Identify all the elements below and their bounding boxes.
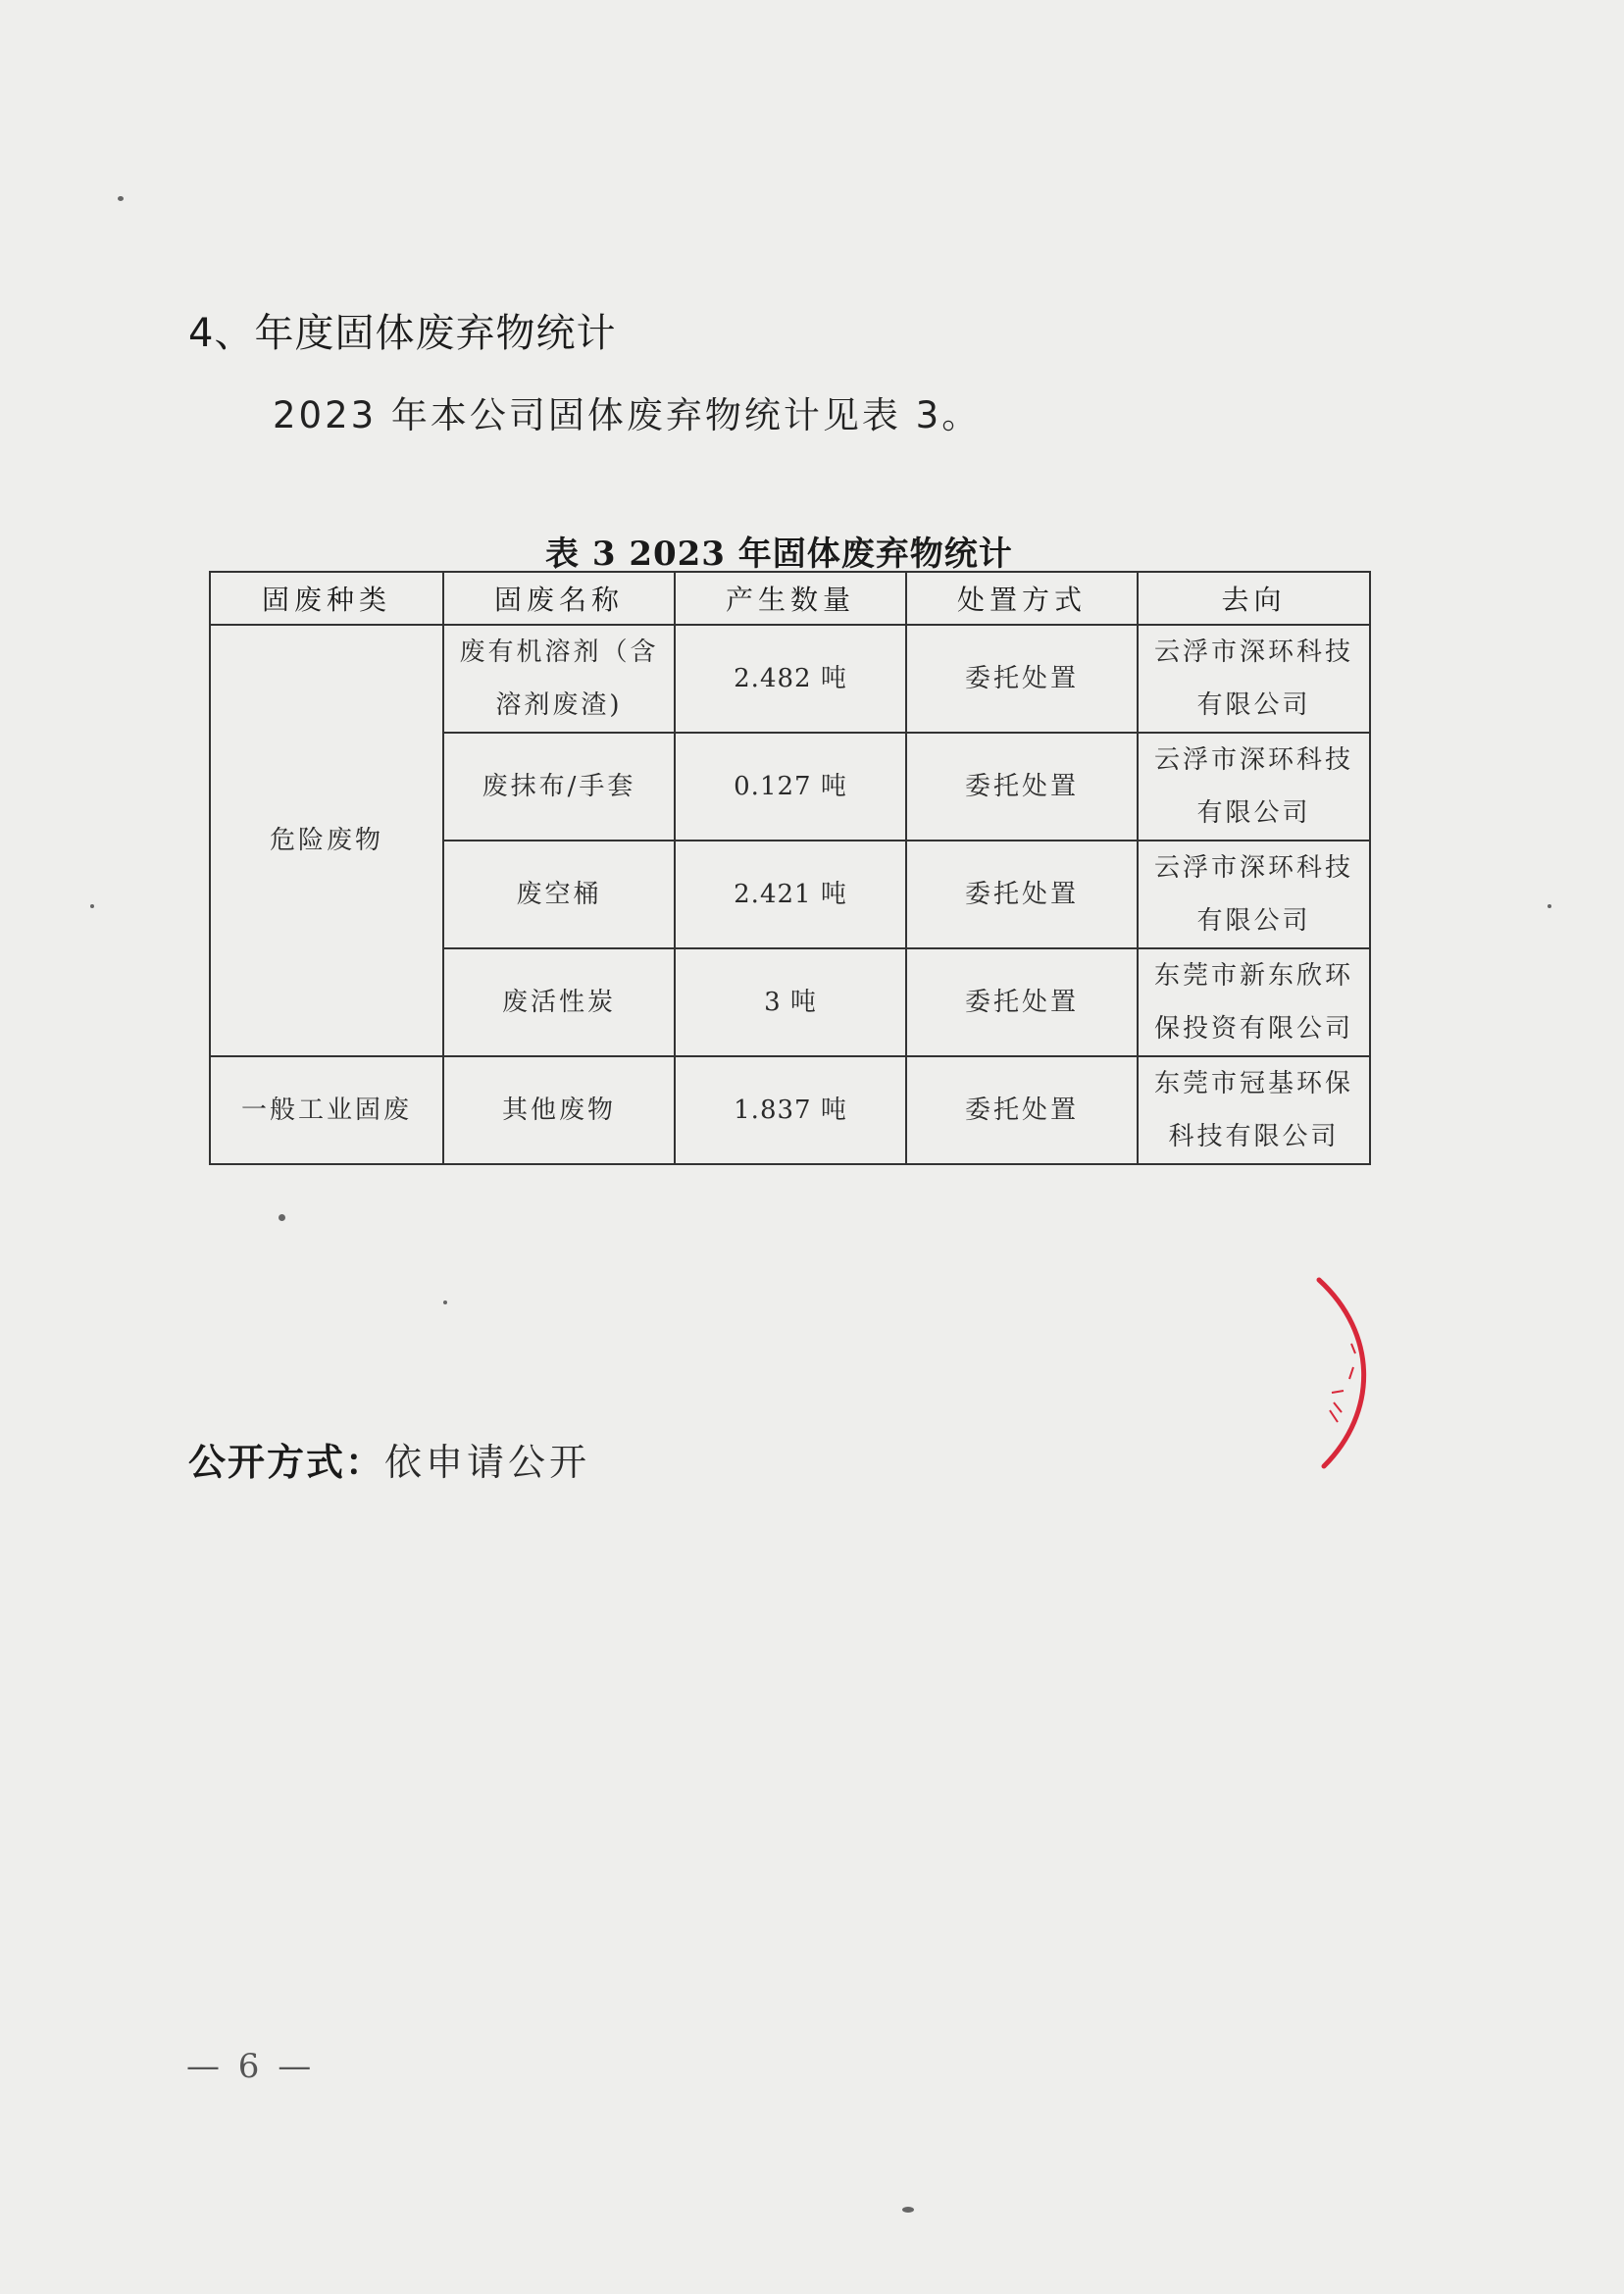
category-cell: 一般工业固废 xyxy=(210,1056,443,1164)
table-caption: 表 3 2023 年固体废弃物统计 xyxy=(545,535,1013,574)
scan-speck xyxy=(902,2207,914,2213)
waste-name-cell: 废有机溶剂（含溶剂废渣) xyxy=(443,625,675,733)
scan-speck xyxy=(118,196,124,201)
table-header-row xyxy=(210,572,1370,625)
scan-speck xyxy=(279,1214,285,1221)
intro-paragraph: 2023 年本公司固体废弃物统计见表 3。 xyxy=(273,394,982,436)
waste-name-cell: 废抹布/手套 xyxy=(443,733,675,841)
quantity-cell: 0.127 吨 xyxy=(675,733,906,841)
method-cell: 委托处置 xyxy=(906,1056,1138,1164)
method-cell: 委托处置 xyxy=(906,948,1138,1056)
scan-speck xyxy=(1548,904,1551,908)
page-number: — 6 — xyxy=(186,2047,316,2086)
waste-statistics-table xyxy=(209,571,1371,1165)
waste-name-cell: 其他废物 xyxy=(443,1056,675,1164)
quantity-cell: 3 吨 xyxy=(675,948,906,1056)
destination-cell: 云浮市深环科技有限公司 xyxy=(1138,625,1370,733)
table-row xyxy=(210,625,1370,733)
method-cell: 委托处置 xyxy=(906,841,1138,948)
category-cell: 危险废物 xyxy=(210,625,443,1056)
waste-name-cell: 废活性炭 xyxy=(443,948,675,1056)
destination-cell: 东莞市冠基环保科技有限公司 xyxy=(1138,1056,1370,1164)
destination-cell: 东莞市新东欣环保投资有限公司 xyxy=(1138,948,1370,1056)
method-cell: 委托处置 xyxy=(906,733,1138,841)
method-cell: 委托处置 xyxy=(906,625,1138,733)
header-quantity: 产生数量 xyxy=(675,572,906,625)
header-name: 固废名称 xyxy=(443,572,675,625)
quantity-cell: 2.421 吨 xyxy=(675,841,906,948)
disclosure-line xyxy=(188,1432,590,1486)
scan-speck xyxy=(90,904,94,908)
quantity-cell: 2.482 吨 xyxy=(675,625,906,733)
section-heading: 4、年度固体废弃物统计 xyxy=(188,311,617,356)
waste-name-cell: 废空桶 xyxy=(443,841,675,948)
quantity-cell: 1.837 吨 xyxy=(675,1056,906,1164)
table-row xyxy=(210,1056,1370,1164)
disclosure-value: 依申请公开 xyxy=(384,1441,591,1484)
header-method: 处置方式 xyxy=(906,572,1138,625)
destination-cell: 云浮市深环科技有限公司 xyxy=(1138,841,1370,948)
scan-speck xyxy=(443,1300,447,1304)
header-category: 固废种类 xyxy=(210,572,443,625)
red-seal-stamp-icon xyxy=(1304,1265,1383,1481)
disclosure-label: 公开方式： xyxy=(188,1441,385,1484)
header-destination: 去向 xyxy=(1138,572,1370,625)
destination-cell: 云浮市深环科技有限公司 xyxy=(1138,733,1370,841)
